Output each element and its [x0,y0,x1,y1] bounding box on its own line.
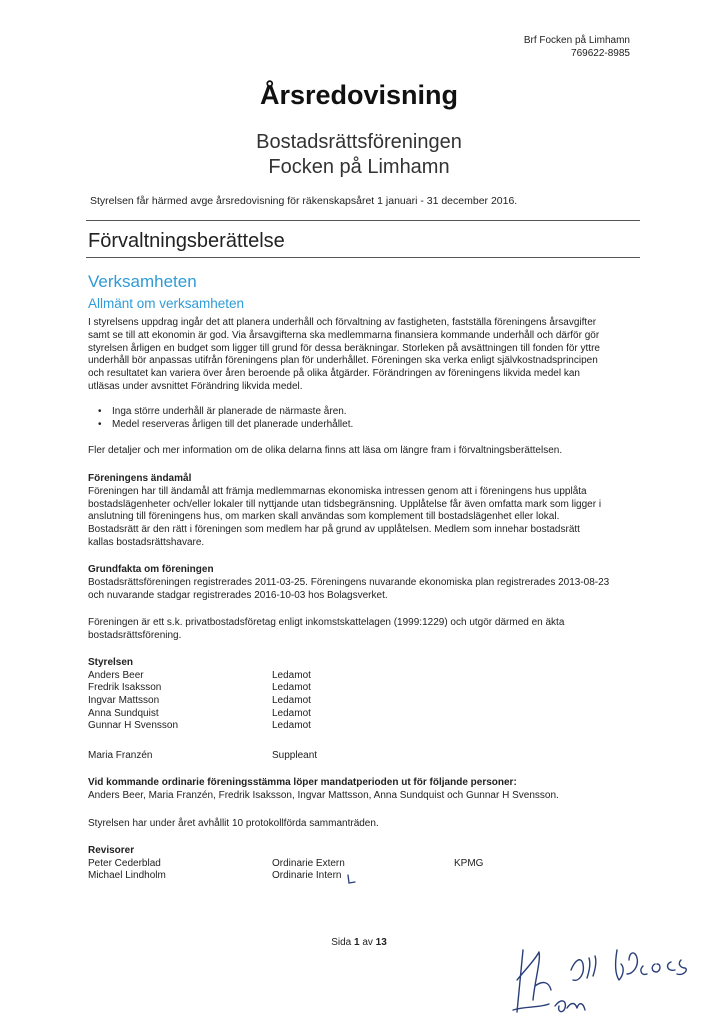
more-info-text: Fler detaljer och mer information om de olika delarna finns att läsa om längre fram i förvaltningsberättelsen. [88,445,563,456]
body-line: bostadslägenheter och/eller lokaler till nyttjande utan tidsbegränsning. Upplåtelse får även omfatta mark som ligger i [88,498,602,510]
subtitle-line-2: Focken på Limhamn [268,156,450,178]
section-title: Förvaltningsberättelse [88,230,285,252]
body-line: kallas bostadsrättshavare. [88,536,205,548]
suppleant-row-wrap [88,750,644,763]
body-line: utläsas under avsnittet Förändring likvida medel. [88,380,303,392]
list-item: • Inga större underhåll är planerade de närmaste åren. [112,405,644,418]
body-line: I styrelsens uppdrag ingår det att planera underhåll och förvaltning av fastigheten, fastställa föreningens årsavgifter [88,317,597,328]
body-line: underhåll bör anpassas utifrån föreningens plan för underhållet. Föreningen ska verka enligt självkostnadsprincipen [88,355,598,367]
auditor-row [88,858,644,871]
subtitle-line-1: Bostadsrättsföreningen [256,131,462,153]
mandat-heading: Vid kommande ordinarie föreningsstämma löper mandatperioden ut för följande personer: [88,777,517,788]
board-member-row [88,682,644,695]
andamal-heading: Föreningens ändamål [88,473,192,484]
intro-text: Styrelsen får härmed avge årsredovisning för räkenskapsåret 1 januari - 31 december 2016. [90,195,518,207]
suppleant-row [88,750,644,763]
mandat-names: Anders Beer, Maria Franzén, Fredrik Isaksson, Ingvar Mattsson, Anna Sundquist och Gunnar H Svensson. [88,789,559,801]
revisorer-heading: Revisorer [88,845,135,856]
body-line: Bostadsrätt är den rätt i föreningen som medlem har på grund av upplåtelsen. Medlem som innehar bostadsrätt [88,524,580,536]
list-item: • Medel reserveras årligen till det planerade underhållet. [112,418,644,431]
board-member-row [88,670,644,683]
body-line: Föreningen är ett s.k. privatbostadsföretag enligt inkomstskattelagen (1999:1229) och utgör därmed en äkta [88,617,565,628]
styrelsen-section [88,657,644,733]
body-line: Bostadsrättsföreningen registrerades 2011-03-25. Föreningens nuvarande ekonomiska plan registrerades 2013-08-23 [88,576,610,588]
org-header [524,34,630,60]
org-name: Brf Focken på Limhamn [523,35,630,46]
meetings-text: Styrelsen har under året avhållit 10 protokollförda sammanträden. [88,818,379,829]
auditor-role: Ordinarie Extern [272,857,345,869]
member-role: Ledamot [272,669,311,681]
body-line: bostadsrättsförening. [88,629,182,641]
revisorer-section [88,845,644,883]
auditor-row [88,870,644,883]
body-line: samt se till att ekonomin är god. Via årsavgifterna ska medlemmarna finansiera kommande underhåll och därför gör [88,329,600,341]
member-name: Anna Sundquist [88,707,159,719]
member-name: Fredrik Isaksson [88,682,162,694]
styrelsen-heading: Styrelsen [88,657,134,668]
bullet-list [88,405,644,431]
divider-top [86,220,640,221]
divider-bottom [86,257,640,258]
member-role: Ledamot [272,694,311,706]
verksamheten-body [88,317,644,394]
andamal-section [88,473,644,550]
member-role: Ledamot [272,682,311,694]
org-number: 769622-8985 [571,48,630,59]
member-name: Anders Beer [88,669,144,681]
footer-prefix: Sida [331,937,354,948]
body-line: och resultatet kan variera över åren beroende på olika åtgärder. Förändringen av föreningens likvida medel kan [88,368,580,380]
board-member-row [88,720,644,733]
footer-mid: av [359,937,376,948]
member-role: Ledamot [272,720,311,732]
auditor-role: Ordinarie Intern [272,870,342,882]
body-line: och nuvarande stadgar registrerades 2016-10-03 hos Bolagsverket. [88,589,388,601]
grundfakta-heading: Grundfakta om föreningen [88,564,214,575]
document-subtitle [0,130,718,180]
page-total: 13 [375,937,387,948]
auditor-name: Michael Lindholm [88,870,166,882]
member-name: Maria Franzén [88,750,153,761]
mandat-section [88,777,644,803]
body-line: Föreningen har till ändamål att främja medlemmarnas ekonomiska intressen genom att i föreningens hus upplåta [88,485,587,497]
grundfakta-section [88,564,644,602]
board-member-row [88,695,644,708]
handwritten-signatures [505,930,705,1020]
member-role: Ledamot [272,707,311,719]
handwritten-tick-mark [344,873,358,887]
board-member-row [88,708,644,721]
member-name: Gunnar H Svensson [88,720,179,732]
privatbostad-text [88,617,644,643]
member-role: Suppleant [272,750,318,761]
verksamheten-heading: Verksamheten [88,272,197,291]
auditor-firm: KPMG [454,857,484,869]
page-number: 1 [353,937,360,948]
body-line: anslutning till föreningens hus, om marken skall användas som komplement till bostadslägenhet eller lokal. [88,511,560,523]
member-name: Ingvar Mattsson [88,694,160,706]
document-title: Årsredovisning [259,80,459,110]
auditor-name: Peter Cederblad [88,857,161,869]
allmant-heading: Allmänt om verksamheten [88,296,245,311]
body-line: styrelsen årligen en budget som ligger till grund för dessa beräkningar. Storleken på avsättningen till fonden för yttre [88,342,600,354]
